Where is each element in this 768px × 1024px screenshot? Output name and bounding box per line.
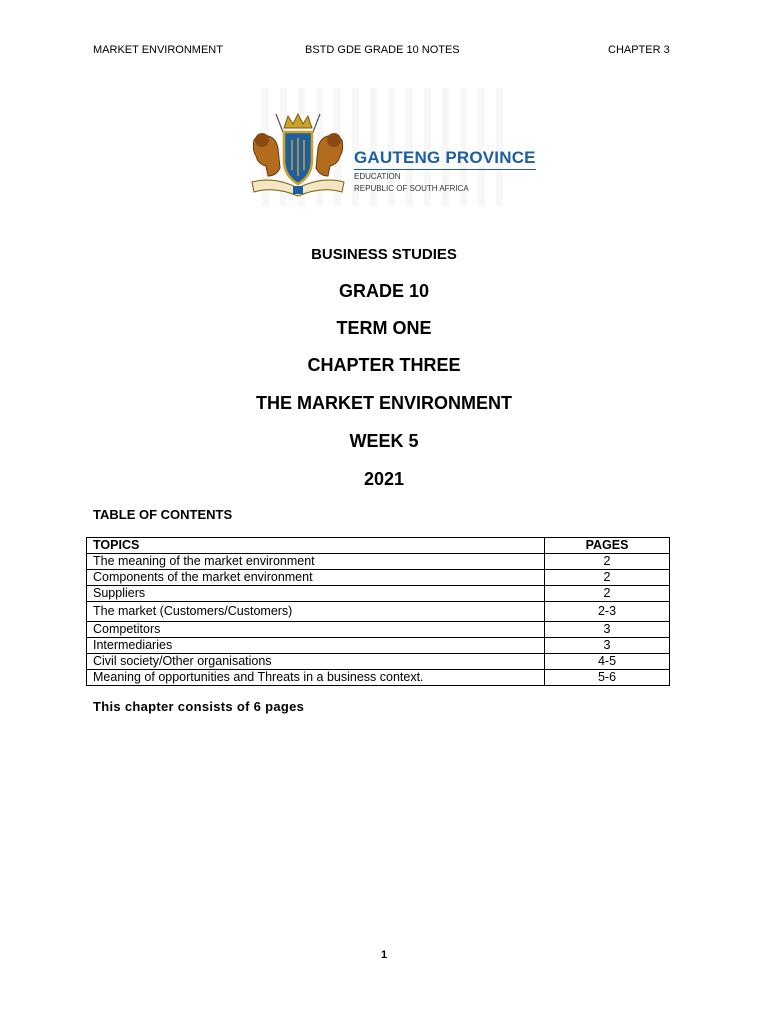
toc-table	[86, 537, 670, 686]
gauteng-logo	[246, 88, 536, 206]
table-row	[87, 554, 670, 570]
header-center-text: BSTD GDE GRADE 10 NOTES	[305, 44, 460, 56]
table-row	[87, 638, 670, 654]
table-row	[87, 602, 670, 622]
logo-subtitle-2: REPUBLIC OF SOUTH AFRICA	[354, 184, 469, 193]
table-row	[87, 570, 670, 586]
toc-header-row	[87, 538, 670, 554]
chapter-title: CHAPTER THREE	[307, 355, 461, 375]
coat-of-arms-icon	[246, 110, 350, 198]
toc-pages-cell: 5-6	[545, 670, 670, 686]
toc-pages-cell: 2	[545, 570, 670, 586]
header-left-text: MARKET ENVIRONMENT	[93, 44, 223, 56]
chapter-length-note: This chapter consists of 6 pages	[93, 699, 305, 714]
toc-col-topics: TOPICS	[87, 538, 545, 554]
grade-title: GRADE 10	[338, 281, 430, 301]
table-row	[87, 586, 670, 602]
term-title: TERM ONE	[336, 318, 432, 338]
logo-text-block	[354, 148, 536, 194]
toc-pages-cell: 3	[545, 622, 670, 638]
toc-topic-cell: The meaning of the market environment	[87, 554, 545, 570]
toc-topic-cell: Civil society/Other organisations	[87, 654, 545, 670]
toc-pages-cell: 2	[545, 586, 670, 602]
topic-title: THE MARKET ENVIRONMENT	[256, 393, 512, 413]
header-right-text: CHAPTER 3	[608, 44, 670, 56]
toc-pages-cell: 4-5	[545, 654, 670, 670]
toc-topic-cell: The market (Customers/Customers)	[87, 602, 545, 622]
toc-heading: TABLE OF CONTENTS	[93, 507, 233, 522]
logo-title: GAUTENG PROVINCE	[354, 148, 536, 170]
toc-pages-cell: 2-3	[545, 602, 670, 622]
table-row	[87, 622, 670, 638]
table-row	[87, 670, 670, 686]
year-title: 2021	[363, 469, 405, 489]
week-title: WEEK 5	[349, 431, 419, 451]
toc-topic-cell: Intermediaries	[87, 638, 545, 654]
toc-topic-cell: Components of the market environment	[87, 570, 545, 586]
page-header	[0, 44, 768, 60]
page-number: 1	[380, 949, 388, 961]
logo-subtitle-1: EDUCATION	[354, 172, 401, 181]
toc-pages-cell: 2	[545, 554, 670, 570]
toc-topic-cell: Suppliers	[87, 586, 545, 602]
subject-title: BUSINESS STUDIES	[311, 246, 457, 263]
table-row	[87, 654, 670, 670]
toc-topic-cell: Meaning of opportunities and Threats in a business context.	[87, 670, 545, 686]
toc-col-pages: PAGES	[545, 538, 670, 554]
toc-topic-cell: Competitors	[87, 622, 545, 638]
toc-pages-cell: 3	[545, 638, 670, 654]
